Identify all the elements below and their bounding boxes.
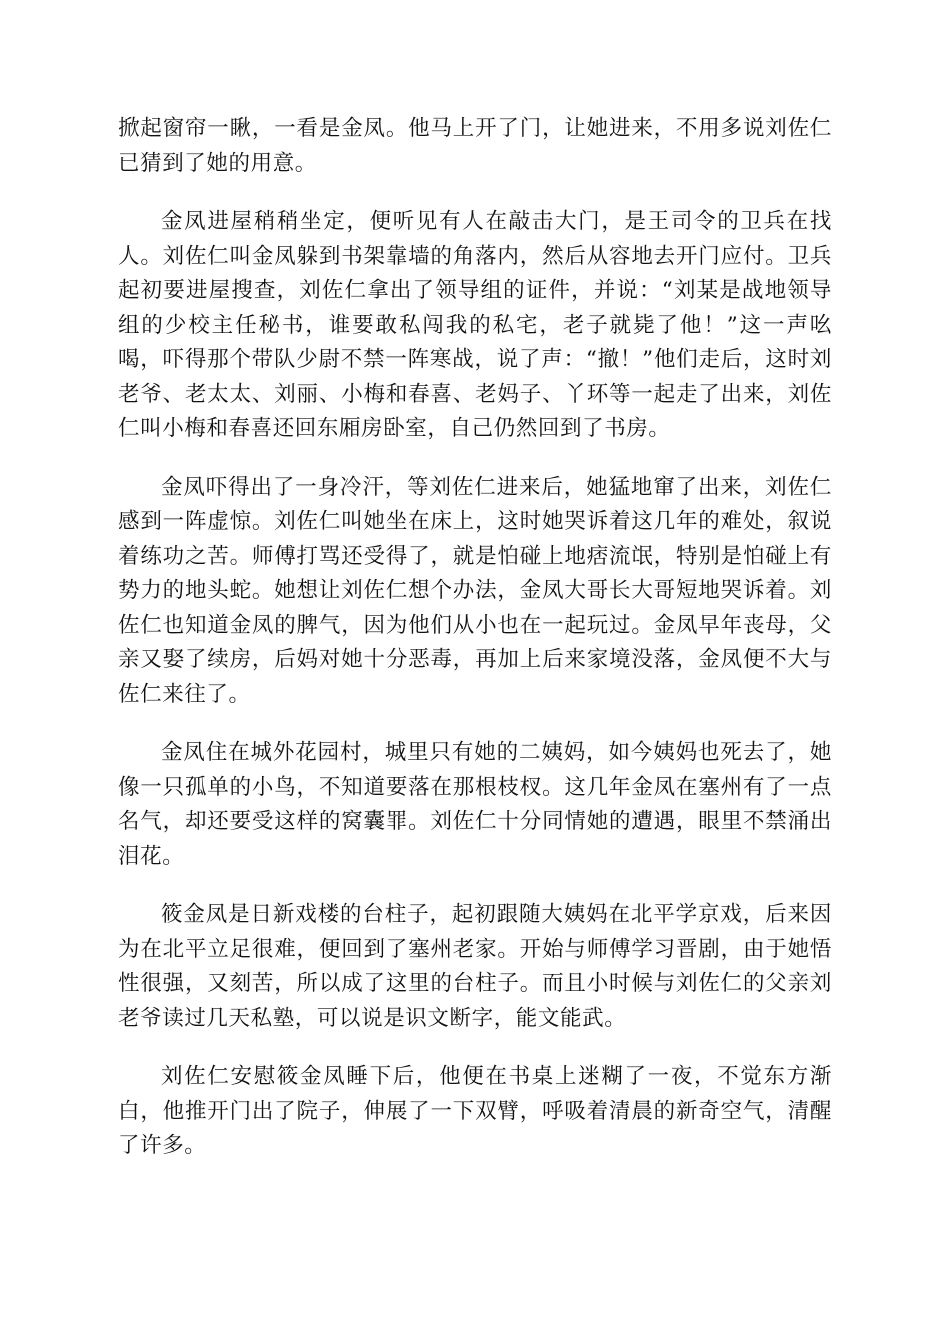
paragraph-1: 掀起窗帘一瞅，一看是金凤。他马上开了门，让她进来，不用多说刘佐仁已猜到了她的用意。 (118, 116, 832, 176)
paragraph-2: 金凤进屋稍稍坐定，便听见有人在敲击大门，是王司令的卫兵在找人。刘佐仁叫金凤躲到书架靠墙的角落内，然后从容地去开门应付。卫兵起初要进屋搜查，刘佐仁拿出了领导组的证件，并说：“刘某是战地领导组的少校主任秘书，谁要敢私闯我的私宅，老子就毙了他！”这一声吆喝，吓得那个带队少尉不禁一阵寒战，说了声：“撤！”他们走后，这时刘老爷、老太太、刘丽、小梅和春喜、老妈子、丫环等一起走了出来，刘佐仁叫小梅和春喜还回东厢房卧室，自己仍然回到了书房。 (118, 209, 832, 441)
paragraph-5: 筱金凤是日新戏楼的台柱子，起初跟随大姨妈在北平学京戏，后来因为在北平立足很难，便回到了塞州老家。开始与师傅学习晋剧，由于她悟性很强，又刻苦，所以成了这里的台柱子。而且小时候与刘佐仁的父亲刘老爷读过几天私塾，可以说是识文断字，能文能武。 (118, 902, 832, 1031)
paragraph-3: 金凤吓得出了一身冷汗，等刘佐仁进来后，她猛地窜了出来，刘佐仁感到一阵虚惊。刘佐仁叫她坐在床上，这时她哭诉着这几年的难处，叙说着练功之苦。师傅打骂还受得了，就是怕碰上地痞流氓，特别是怕碰上有势力的地头蛇。她想让刘佐仁想个办法，金凤大哥长大哥短地哭诉着。刘佐仁也知道金凤的脾气，因为他们从小也在一起玩过。金凤早年丧母，父亲又娶了续房，后妈对她十分恶毒，再加上后来家境没落，金凤便不大与佐仁来往了。 (118, 474, 832, 707)
paragraph-6: 刘佐仁安慰筱金凤睡下后，他便在书桌上迷糊了一夜，不觉东方渐白，他推开门出了院子，伸展了一下双臂，呼吸着清晨的新奇空气，清醒了许多。 (118, 1064, 832, 1158)
paragraph-4: 金凤住在城外花园村，城里只有她的二姨妈，如今姨妈也死去了，她像一只孤单的小鸟，不知道要落在那根枝杈。这几年金凤在塞州有了一点名气，却还要受这样的窝囊罪。刘佐仁十分同情她的遭遇，眼里不禁涌出泪花。 (118, 740, 832, 869)
